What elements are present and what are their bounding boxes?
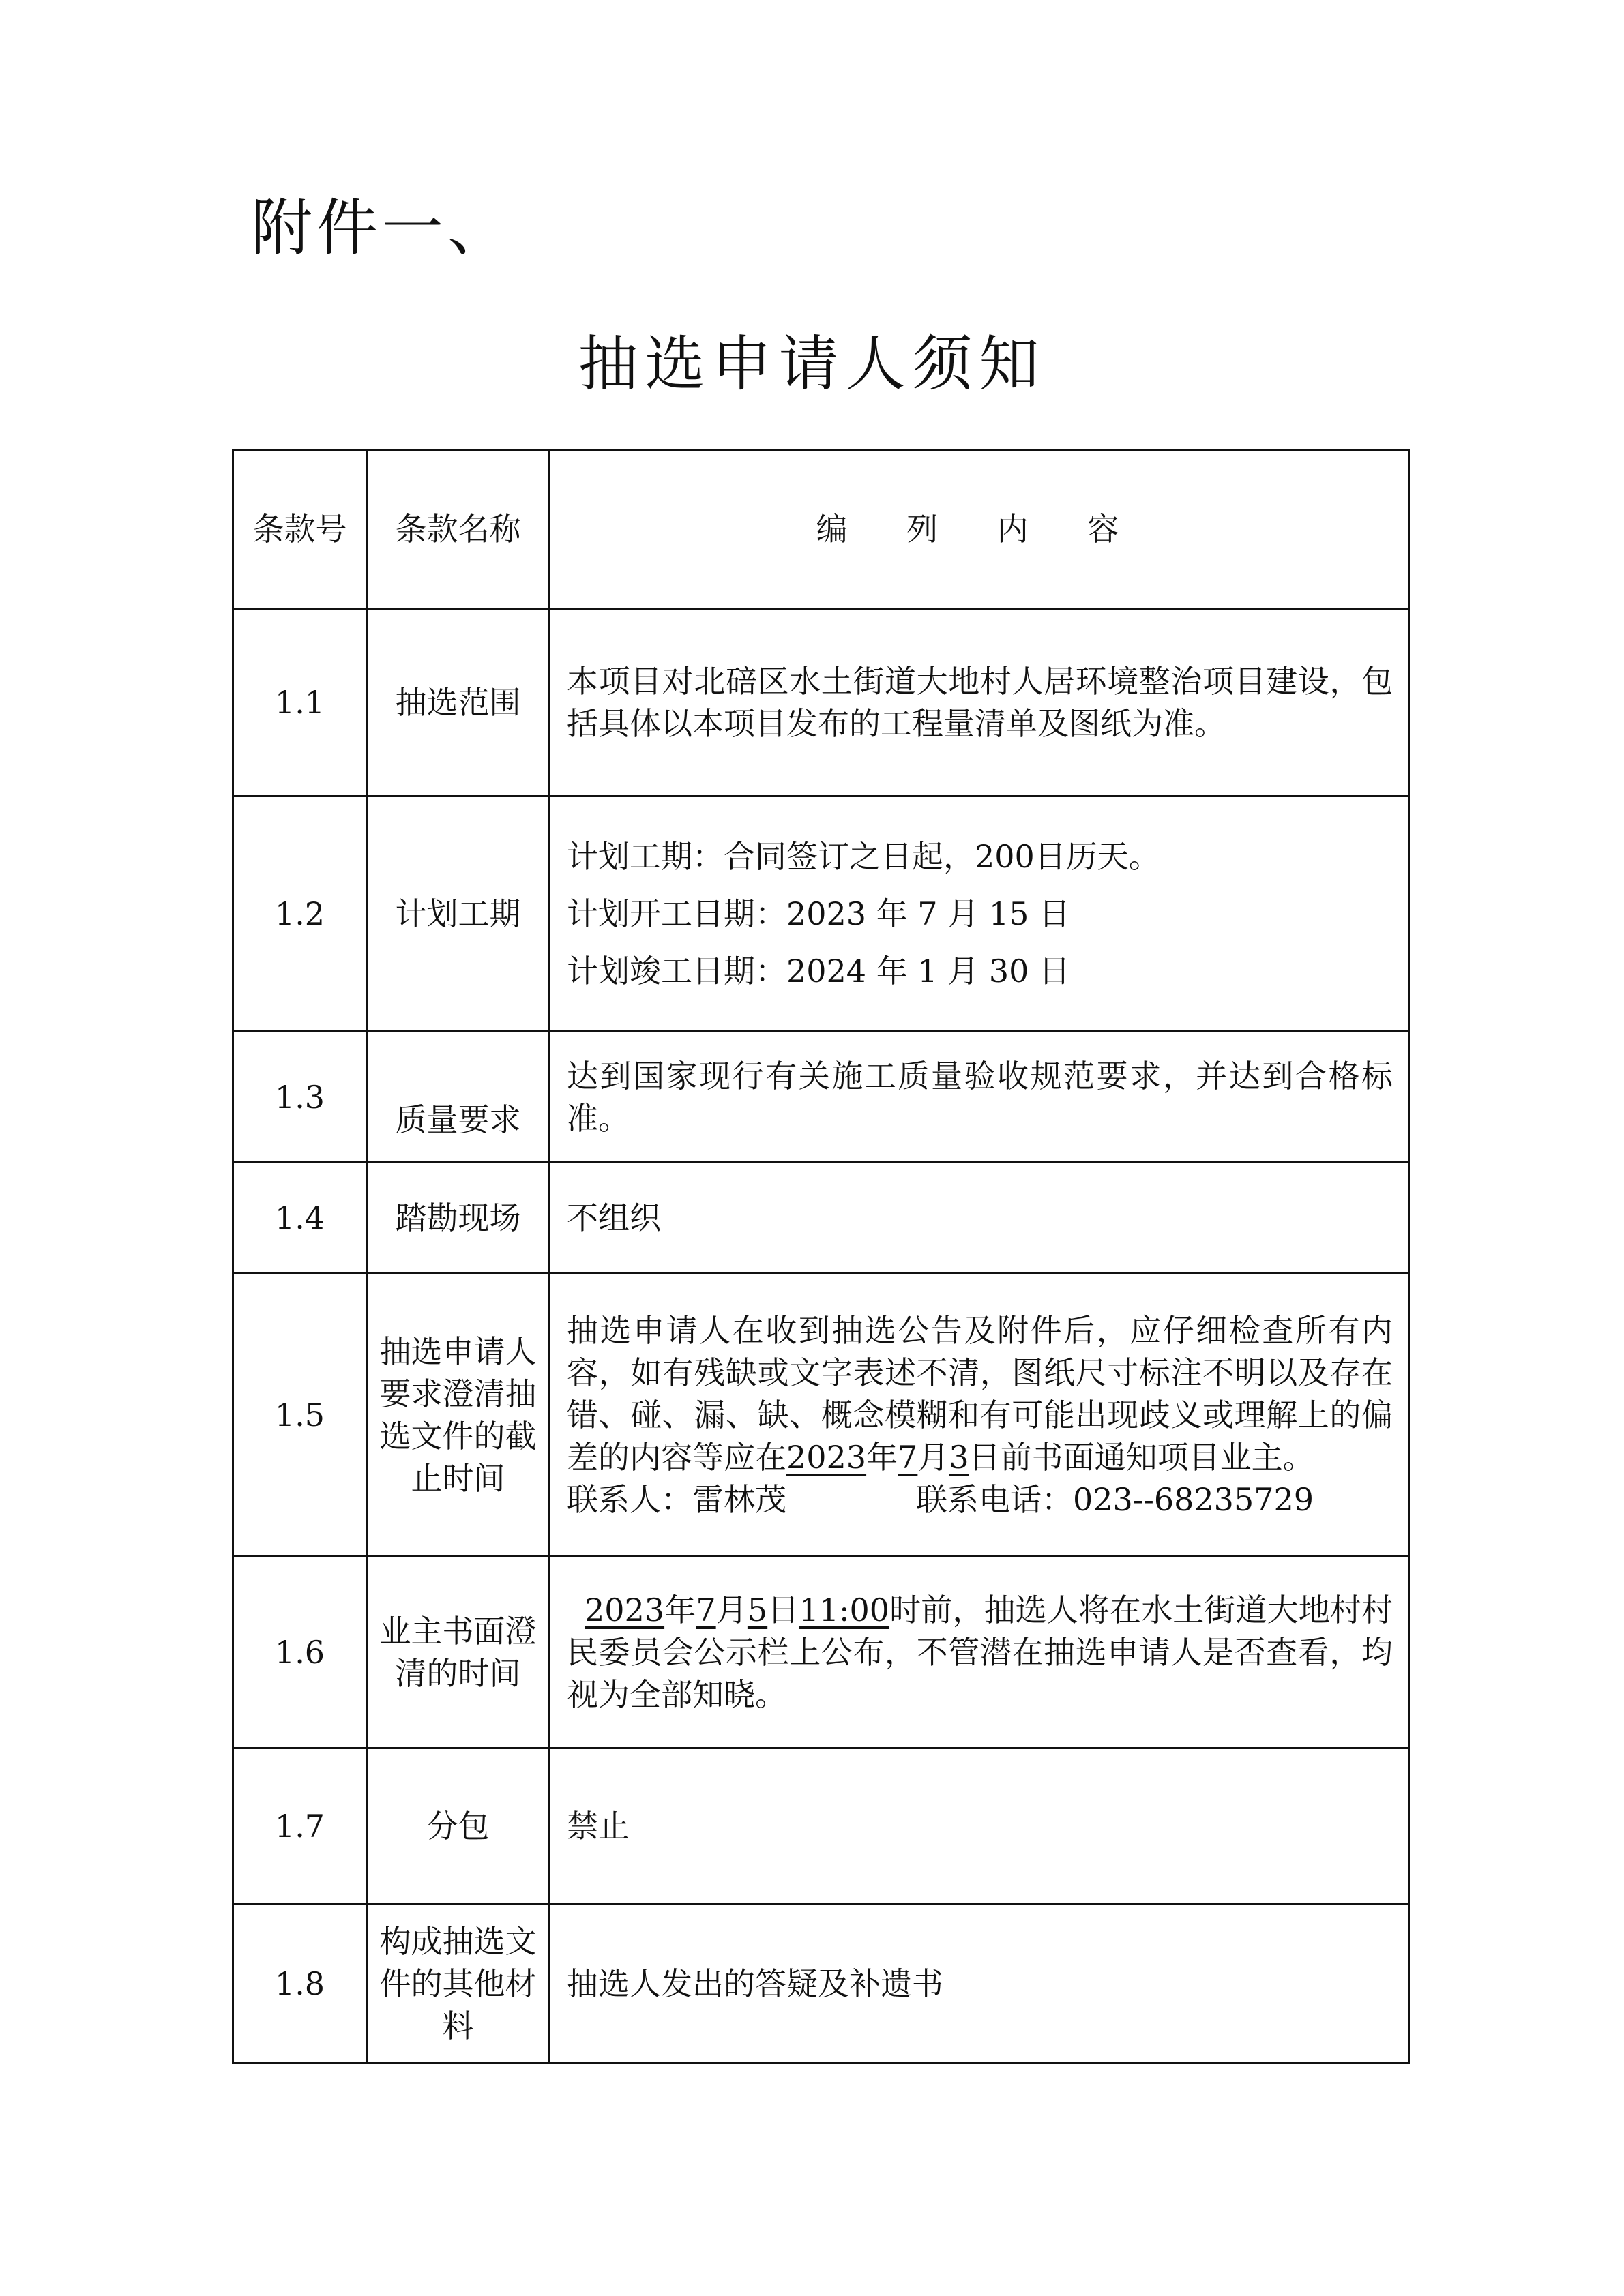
clause-name: 抽选范围 xyxy=(367,609,550,796)
year-unit: 年 xyxy=(664,1591,696,1628)
clarify-day: 5 xyxy=(747,1591,768,1628)
header-content: 编 列 内 容 xyxy=(550,450,1409,609)
content-paragraph xyxy=(567,1309,1393,1478)
table-row xyxy=(233,1163,1409,1274)
clause-name: 构成抽选文件的其他材料 xyxy=(367,1905,550,2063)
content-line: 达到国家现行有关施工质量验收规范要求，并达到合格标准。 xyxy=(567,1057,1393,1137)
clause-no: 1.1 xyxy=(233,609,367,796)
clause-name: 质量要求 xyxy=(367,1032,550,1163)
table-row xyxy=(233,1032,1409,1163)
clause-no: 1.8 xyxy=(233,1905,367,2063)
contact-phone: 联系电话：023--68235729 xyxy=(916,1480,1314,1518)
content-line: 计划竣工日期：2024 年 1 月 30 日 xyxy=(567,953,1070,989)
clarify-time: 11:00 xyxy=(799,1591,890,1628)
month-unit: 月 xyxy=(715,1591,748,1628)
instructions-table xyxy=(232,449,1410,2064)
clause-content xyxy=(550,1556,1409,1748)
clause-no: 1.5 xyxy=(233,1274,367,1556)
contact-line xyxy=(567,1478,1393,1521)
clause-name: 业主书面澄清的时间 xyxy=(367,1556,550,1748)
content-text: 日前书面通知项目业主。 xyxy=(969,1438,1314,1476)
content-paragraph xyxy=(567,1589,1393,1716)
clause-content xyxy=(550,609,1409,796)
table-row xyxy=(233,796,1409,1032)
clause-content xyxy=(550,1748,1409,1905)
clause-content xyxy=(550,1163,1409,1274)
clause-name: 分包 xyxy=(367,1748,550,1905)
table-row xyxy=(233,1274,1409,1556)
table-row xyxy=(233,1748,1409,1905)
deadline-month: 7 xyxy=(898,1438,918,1476)
content-line: 禁止 xyxy=(567,1808,630,1845)
deadline-day: 3 xyxy=(949,1438,969,1476)
header-clause-name: 条款名称 xyxy=(367,450,550,609)
clause-name: 抽选申请人要求澄清抽选文件的截止时间 xyxy=(367,1274,550,1556)
clause-no: 1.6 xyxy=(233,1556,367,1748)
day-unit: 日 xyxy=(767,1591,799,1628)
clause-name: 踏勘现场 xyxy=(367,1163,550,1274)
content-line: 不组织 xyxy=(567,1199,661,1236)
table-header-row xyxy=(233,450,1409,609)
clause-content xyxy=(550,1274,1409,1556)
clause-content xyxy=(550,796,1409,1032)
contact-person: 联系人：雷林茂 xyxy=(567,1480,786,1518)
content-line: 计划开工日期：2023 年 7 月 15 日 xyxy=(567,895,1070,932)
clause-no: 1.2 xyxy=(233,796,367,1032)
content-line: 抽选人发出的答疑及补遗书 xyxy=(567,1965,943,2002)
document-title: 抽选申请人须知 xyxy=(578,329,1046,399)
header-clause-no: 条款号 xyxy=(233,450,367,609)
clause-no: 1.3 xyxy=(233,1032,367,1163)
table-row xyxy=(233,1556,1409,1748)
year-unit: 年 xyxy=(866,1438,898,1476)
clause-no: 1.7 xyxy=(233,1748,367,1905)
content-text: 抽选申请人在收到抽选公告及附件后，应仔细检查所有内容，如有残缺或文字表述不清，图纸尺寸标注不明以及存在错、碰、漏、缺、概念模糊和有可能出现歧义或理解上的偏差的内容等应在 xyxy=(567,1311,1393,1476)
clause-name: 计划工期 xyxy=(367,796,550,1032)
table-row xyxy=(233,609,1409,796)
deadline-year: 2023 xyxy=(786,1438,867,1476)
clarify-month: 7 xyxy=(696,1591,716,1628)
attachment-label: 附件一、 xyxy=(251,192,513,264)
clause-content xyxy=(550,1032,1409,1163)
clause-no: 1.4 xyxy=(233,1163,367,1274)
content-line: 计划工期：合同签订之日起，200日历天。 xyxy=(567,838,1160,875)
clarify-year: 2023 xyxy=(585,1591,665,1628)
content-line: 本项目对北碚区水土街道大地村人居环境整治项目建设，包括具体以本项目发布的工程量清单及图纸为准。 xyxy=(567,663,1393,742)
clause-content xyxy=(550,1905,1409,2063)
month-unit: 月 xyxy=(917,1438,949,1476)
content-text: 时前，抽选人将在水土街道大地村村民委员会公示栏上公布，不管潜在抽选申请人是否查看，均视为全部知晓。 xyxy=(567,1591,1393,1713)
table-row xyxy=(233,1905,1409,2063)
